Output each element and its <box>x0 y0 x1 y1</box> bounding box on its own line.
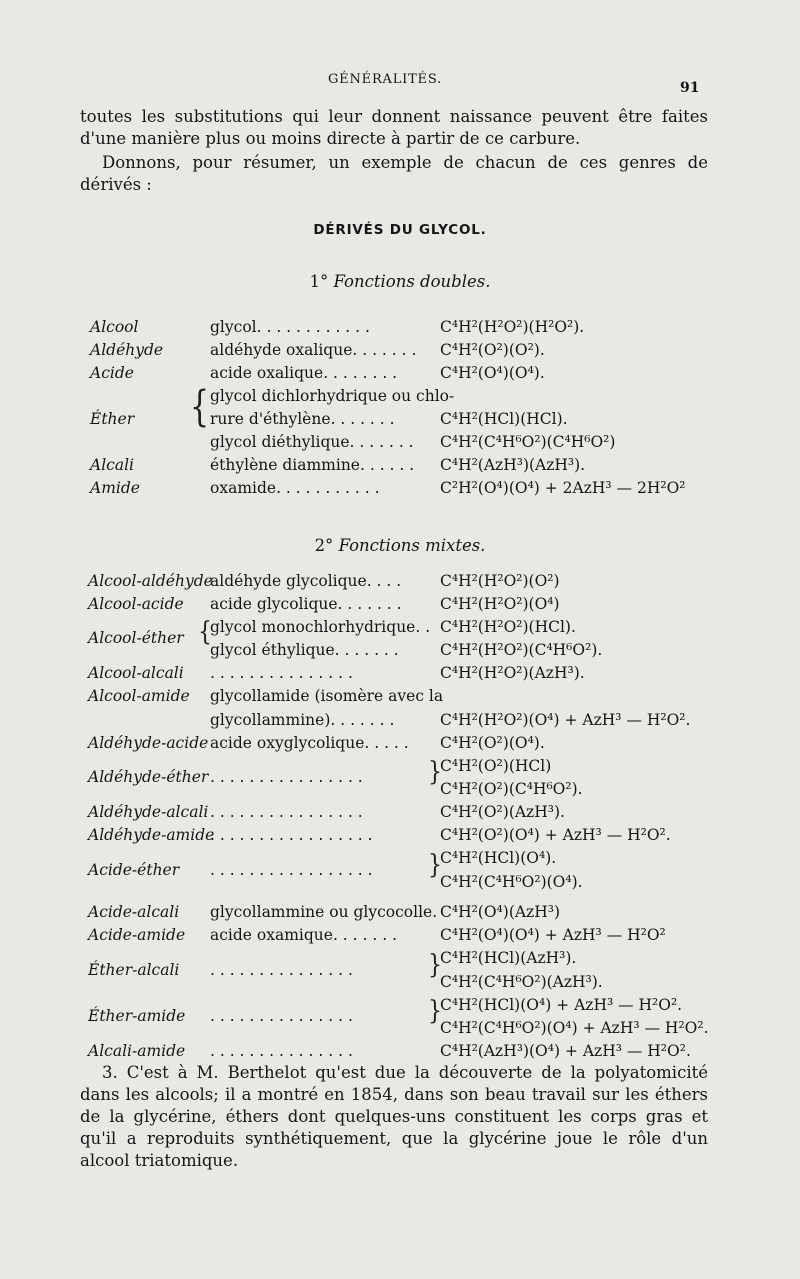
chemical-formula: C⁴H²(AzH³)(AzH³). <box>440 456 586 474</box>
table-row <box>0 903 800 925</box>
derivative-name: Aldéhyde <box>90 341 164 359</box>
compound-name: . . . . . . . . . . . . . . . <box>210 1042 353 1060</box>
derivative-name: Éther-amide <box>88 1007 186 1025</box>
derivative-name: Alcool-éther <box>88 629 184 647</box>
derivative-name: Aldéhyde-acide <box>88 734 209 752</box>
chemical-formula: C⁴H²(O²)(AzH³). <box>440 803 565 821</box>
subsection-title: Fonctions mixtes. <box>338 536 486 555</box>
compound-name: . . . . . . . . . . . . . . . <box>210 664 353 682</box>
compound-name: glycol monochlorhydrique. . <box>210 618 431 636</box>
derivative-name: Acide-alcali <box>88 903 180 921</box>
compound-name: glycol. . . . . . . . . . . . <box>210 318 370 336</box>
compound-name: éthylène diammine. . . . . . <box>210 456 415 474</box>
compound-name: . . . . . . . . . . . . . . . . . <box>210 826 373 844</box>
table-row <box>0 780 800 802</box>
derivative-name: Acide-éther <box>88 861 180 879</box>
left-brace-icon: { <box>198 617 212 648</box>
chemical-formula: C⁴H²(O²)(O⁴). <box>440 734 545 752</box>
compound-name: glycollammine). . . . . . . <box>210 711 395 729</box>
table-row <box>0 410 800 432</box>
compound-name: acide oxalique. . . . . . . . <box>210 364 398 382</box>
chemical-formula: C⁴H²(H²O²)(O⁴) + AzH³ — H²O². <box>440 711 691 729</box>
compound-name: . . . . . . . . . . . . . . . <box>210 1007 353 1025</box>
subsection-heading-mixed <box>0 536 800 555</box>
table-row <box>0 664 800 686</box>
chemical-formula: C⁴H²(H²O²)(HCl). <box>440 618 576 636</box>
compound-name: acide oxyglycolique. . . . . <box>210 734 409 752</box>
chemical-formula: C⁴H²(HCl)(HCl). <box>440 410 568 428</box>
table-row <box>0 973 800 995</box>
table-row <box>0 803 800 825</box>
table-row <box>0 873 800 895</box>
compound-name: glycol diéthylique. . . . . . . <box>210 433 414 451</box>
table-row <box>0 433 800 455</box>
chemical-formula: C⁴H²(H²O²)(C⁴H⁶O²). <box>440 641 603 659</box>
running-title: GÉNÉRALITÉS. <box>328 72 443 87</box>
right-brace-icon: } <box>428 996 442 1027</box>
chemical-formula: C⁴H²(C⁴H⁶O²)(O⁴) + AzH³ — H²O². <box>440 1019 709 1037</box>
compound-name: aldéhyde oxalique. . . . . . . <box>210 341 417 359</box>
compound-name: rure d'éthylène. . . . . . . <box>210 410 395 428</box>
closing-paragraph: 3. C'est à M. Berthelot qu'est due la découverte de la polyatomicité dans les alcools; il a montré en 1854, dans son beau travail sur les éthers de la glycérine, éthers dont quelques-uns constituent les corps gras et qu'il a reproduits synthétiquement, que la glycérine joue le rôle d'un alcool triatomique. <box>80 1063 708 1170</box>
chemical-formula: C⁴H²(O²)(C⁴H⁶O²). <box>440 780 583 798</box>
chemical-formula: C⁴H²(C⁴H⁶O²)(AzH³). <box>440 973 603 991</box>
chemical-formula: C⁴H²(O²)(HCl) <box>440 757 552 775</box>
table-row <box>0 687 800 709</box>
chemical-formula: C⁴H²(H²O²)(O²) <box>440 572 560 590</box>
compound-name: acide oxamique. . . . . . . <box>210 926 397 944</box>
derivative-name: Alcool-acide <box>88 595 184 613</box>
chemical-formula: C⁴H²(AzH³)(O⁴) + AzH³ — H²O². <box>440 1042 691 1060</box>
compound-name: oxamide. . . . . . . . . . . <box>210 479 380 497</box>
chemical-formula: C⁴H²(H²O²)(H²O²). <box>440 318 585 336</box>
chemical-formula: C⁴H²(HCl)(AzH³). <box>440 949 577 967</box>
table-row <box>0 456 800 478</box>
derivative-name: Alcool-amide <box>88 687 190 705</box>
derivative-name: Aldéhyde-amide <box>88 826 215 844</box>
left-brace-icon: { <box>190 382 210 432</box>
chemical-formula: C⁴H²(O⁴)(AzH³) <box>440 903 561 921</box>
table-row <box>0 572 800 594</box>
derivative-name: Alcool-alcali <box>88 664 184 682</box>
table-row <box>0 595 800 617</box>
table-row <box>0 387 800 409</box>
table-row <box>0 826 800 848</box>
summary-paragraph: Donnons, pour résumer, un exemple de chacun de ces genres de dérivés : <box>80 153 708 194</box>
compound-name: aldéhyde glycolique. . . . <box>210 572 402 590</box>
table-row <box>0 364 800 386</box>
subsection-number: 1° <box>309 272 329 291</box>
compound-name: glycol éthylique. . . . . . . <box>210 641 399 659</box>
compound-name: glycollamide (isomère avec la <box>210 687 444 705</box>
chemical-formula: C⁴H²(O⁴)(O⁴) + AzH³ — H²O² <box>440 926 666 944</box>
right-brace-icon: } <box>428 950 442 981</box>
chemical-formula: C⁴H²(O⁴)(O⁴). <box>440 364 545 382</box>
derivative-name: Aldéhyde-alcali <box>88 803 209 821</box>
page-number: 91 <box>680 80 700 96</box>
derivative-name: Amide <box>90 479 140 497</box>
derivative-name: Acide <box>90 364 134 382</box>
chemical-formula: C⁴H²(HCl)(O⁴) + AzH³ — H²O². <box>440 996 683 1014</box>
chemical-formula: C⁴H²(C⁴H⁶O²)(C⁴H⁶O²) <box>440 433 616 451</box>
compound-name: . . . . . . . . . . . . . . . . <box>210 768 363 786</box>
running-header <box>0 72 800 96</box>
derivative-name: Alcool <box>90 318 139 336</box>
derivative-name: Acide-amide <box>88 926 186 944</box>
derivative-name: Éther <box>90 410 135 428</box>
derivative-name: Alcali-amide <box>88 1042 186 1060</box>
right-brace-icon: } <box>428 850 442 881</box>
chemical-formula: C⁴H²(C⁴H⁶O²)(O⁴). <box>440 873 583 891</box>
intro-paragraph: toutes les substitutions qui leur donnent naissance peuvent être faites d'une manière plus ou moins directe à partir de ce carbure. <box>80 107 708 148</box>
chemical-formula: C⁴H²(O²)(O⁴) + AzH³ — H²O². <box>440 826 671 844</box>
compound-name: glycol dichlorhydrique ou chlo- <box>210 387 455 405</box>
table-row <box>0 479 800 501</box>
compound-name: . . . . . . . . . . . . . . . . . <box>210 861 373 879</box>
derivative-name: Éther-alcali <box>88 961 180 979</box>
compound-name: . . . . . . . . . . . . . . . . <box>210 803 363 821</box>
section-title: DÉRIVÉS DU GLYCOL. <box>313 222 487 238</box>
table-row <box>0 734 800 756</box>
table-row <box>0 341 800 363</box>
compound-name: . . . . . . . . . . . . . . . <box>210 961 353 979</box>
table-row <box>0 318 800 340</box>
subsection-heading-double <box>0 272 800 291</box>
chemical-formula: C⁴H²(O²)(O²). <box>440 341 545 359</box>
table-row <box>0 926 800 948</box>
derivative-name: Alcali <box>90 456 134 474</box>
table-row <box>0 641 800 663</box>
table-row <box>0 1019 800 1041</box>
subsection-title: Fonctions doubles. <box>333 272 491 291</box>
chemical-formula: C⁴H²(H²O²)(AzH³). <box>440 664 585 682</box>
compound-name: glycollammine ou glycocolle. <box>210 903 438 921</box>
chemical-formula: C⁴H²(HCl)(O⁴). <box>440 849 557 867</box>
right-brace-icon: } <box>428 757 442 788</box>
table-row <box>0 711 800 733</box>
subsection-number: 2° <box>314 536 334 555</box>
derivative-name: Aldéhyde-éther <box>88 768 209 786</box>
chemical-formula: C²H²(O⁴)(O⁴) + 2AzH³ — 2H²O² <box>440 479 686 497</box>
derivative-name: Alcool-aldéhyde <box>88 572 213 590</box>
chemical-formula: C⁴H²(H²O²)(O⁴) <box>440 595 560 613</box>
compound-name: acide glycolique. . . . . . . <box>210 595 402 613</box>
table-row <box>0 1042 800 1064</box>
